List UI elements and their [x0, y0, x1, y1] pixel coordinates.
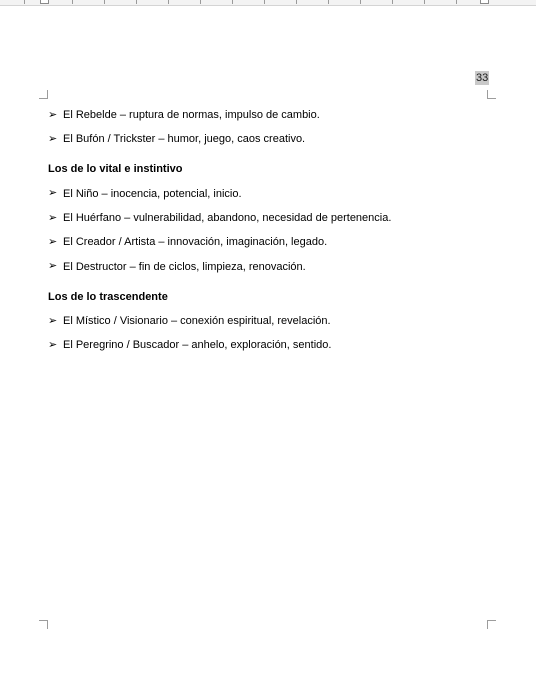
page-number[interactable]: 33 — [476, 72, 489, 84]
arrowhead-bullet-icon: ➢ — [48, 235, 58, 248]
list-item[interactable] — [48, 231, 488, 253]
arrowhead-bullet-icon: ➢ — [48, 314, 58, 327]
list-item-text: El Peregrino / Buscador – anhelo, exploración, sentido. — [63, 339, 332, 352]
list-item[interactable] — [48, 128, 488, 150]
arrowhead-bullet-icon: ➢ — [48, 260, 58, 273]
list-item[interactable] — [48, 183, 488, 205]
section-heading: Los de lo vital e instintivo — [48, 163, 183, 176]
arrowhead-bullet-icon: ➢ — [48, 338, 58, 351]
top-right-crop-mark — [487, 90, 496, 99]
list-item[interactable] — [48, 104, 488, 126]
horizontal-ruler[interactable] — [0, 0, 536, 6]
list-item-text: El Creador / Artista – innovación, imaginación, legado. — [63, 236, 328, 249]
document-body[interactable] — [48, 104, 488, 359]
list-item-text: El Huérfano – vulnerabilidad, abandono, necesidad de pertenencia. — [63, 212, 392, 225]
arrowhead-bullet-icon: ➢ — [48, 108, 58, 121]
top-left-crop-mark — [39, 90, 48, 99]
arrowhead-bullet-icon: ➢ — [48, 187, 58, 200]
list-item[interactable] — [48, 207, 488, 229]
bottom-right-crop-mark — [487, 620, 496, 629]
list-item[interactable] — [48, 256, 488, 278]
list-item-text: El Bufón / Trickster – humor, juego, caos creativo. — [63, 133, 306, 146]
arrowhead-bullet-icon: ➢ — [48, 132, 58, 145]
right-indent-marker[interactable] — [480, 0, 489, 4]
bottom-left-crop-mark — [39, 620, 48, 629]
list-item[interactable] — [48, 310, 488, 332]
left-indent-marker[interactable] — [40, 0, 49, 4]
arrowhead-bullet-icon: ➢ — [48, 211, 58, 224]
list-item-text: El Destructor – fin de ciclos, limpieza, renovación. — [63, 260, 306, 273]
list-item-text: El Niño – inocencia, potencial, inicio. — [63, 187, 242, 200]
list-item-text: El Rebelde – ruptura de normas, impulso de cambio. — [63, 109, 320, 121]
list-item[interactable] — [48, 334, 488, 356]
section-heading: Los de lo trascendente — [48, 290, 168, 303]
list-item-text: El Místico / Visionario – conexión espiritual, revelación. — [63, 315, 331, 328]
